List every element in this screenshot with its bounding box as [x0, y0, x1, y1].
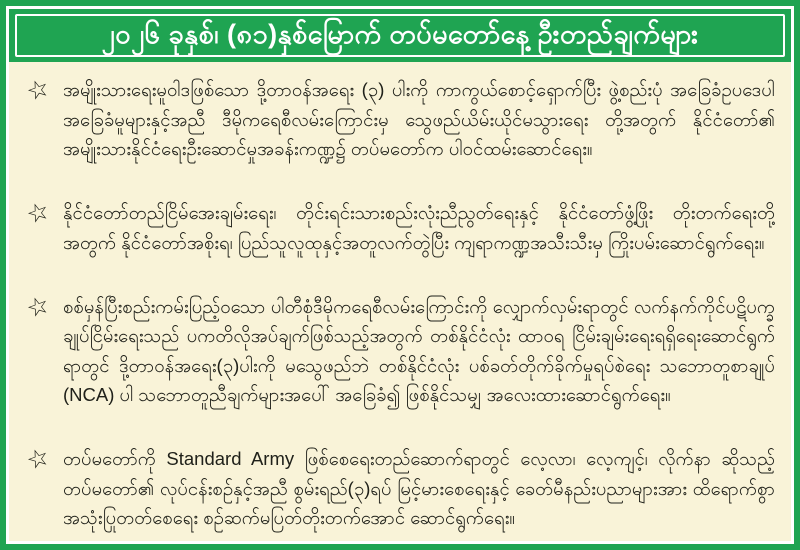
star-bullet-icon: ☆	[22, 196, 54, 231]
header-inner-frame	[15, 14, 785, 57]
objective-text: အမျိုးသားရေးမူဝါဒဖြစ်သော ဒို့တာဝန်အရေး (၃) ပါးကို ကာကွယ်စောင့်ရှောက်ပြီး ဖွဲ့စည်းပုံ အခြေခံဥပဒေပါ အခြေခံမူများနှင့်အညီ ဒီမိုကရေစီလမ်းကြောင်းမှ သွေဖည်ယိမ်းယိုင်မသွားရေး တို့အတွက် နိုင်ငံတော်၏ အမျိုးသားနိုင်ငံရေးဦးဆောင်မှုအခန်းကဏ္ဍ၌ တပ်မတော်က ပါဝင်ထမ်းဆောင်ရေး။	[63, 79, 775, 159]
list-item	[21, 444, 775, 533]
header-banner	[9, 9, 791, 62]
objectives-list	[9, 62, 791, 541]
inner-white-frame	[6, 6, 794, 544]
star-bullet-icon: ☆	[22, 289, 54, 324]
objective-text: နိုင်ငံတော်တည်ငြိမ်အေးချမ်းရေး၊ တိုင်းရင်းသားစည်းလုံးညီညွတ်ရေးနှင့် နိုင်ငံတော်ဖွံ့ဖြိုး တိုးတက်ရေးတို့အတွက် နိုင်ငံတော်အစိုးရ၊ ပြည်သူလူထုနှင့်အတူလက်တွဲပြီး ကျရာကဏ္ဍအသီးသီးမှ ကြိုးပမ်းဆောင်ရွက်ရေး။	[63, 202, 775, 253]
objective-text: စစ်မှန်ပြီးစည်းကမ်းပြည့်ဝသော ပါတီစုံဒီမိုကရေစီလမ်းကြောင်းကို လျှောက်လှမ်းရာတွင် လက်နက်ကိုင်ပဋိပက္ခချုပ်ငြိမ်းရေးသည် ပကတိလိုအပ်ချက်ဖြစ်သည့်အတွက် တစ်နိုင်ငံလုံး ထာဝရ ငြိမ်းချမ်းရေးရရှိရေးဆောင်ရွက်ရာတွင် ဒို့တာဝန်အရေး(၃)ပါးကို မသွေဖည်ဘဲ တစ်နိုင်ငံလုံး ပစ်ခတ်တိုက်ခိုက်မှုရပ်စဲရေး သဘောတူစာချုပ် (NCA) ပါ သဘောတူညီချက်များအပေါ် အခြေခံ၍ ဖြစ်နိုင်သမျှ အလေးထားဆောင်ရွက်ရေး။	[63, 295, 775, 406]
page-title: ၂၀၂၆ ခုနှစ်၊ (၈၁)နှစ်မြောက် တပ်မတော်နေ့ ဦးတည်ချက်များ	[101, 19, 699, 49]
list-item	[21, 75, 775, 164]
list-item	[21, 289, 775, 410]
objective-text: တပ်မတော်ကို Standard Army ဖြစ်စေရေးတည်ဆောက်ရာတွင် လေ့လာ၊ လေ့ကျင့်၊ လိုက်နာ ဆိုသည့် တပ်မတော်၏ လုပ်ငန်းစဉ်နှင့်အညီ စွမ်းရည်(၃)ရပ် မြင့်မားစေရေးနှင့် ခေတ်မီနည်းပညာများအား ထိရောက်စွာအသုံးပြုတတ်စေရေး စဉ်ဆက်မပြတ်တိုးတက်အောင် ဆောင်ရွက်ရေး။	[63, 448, 775, 529]
star-bullet-icon: ☆	[22, 73, 54, 107]
content-panel	[9, 9, 791, 541]
star-bullet-icon: ☆	[22, 442, 54, 477]
list-item	[21, 198, 775, 257]
